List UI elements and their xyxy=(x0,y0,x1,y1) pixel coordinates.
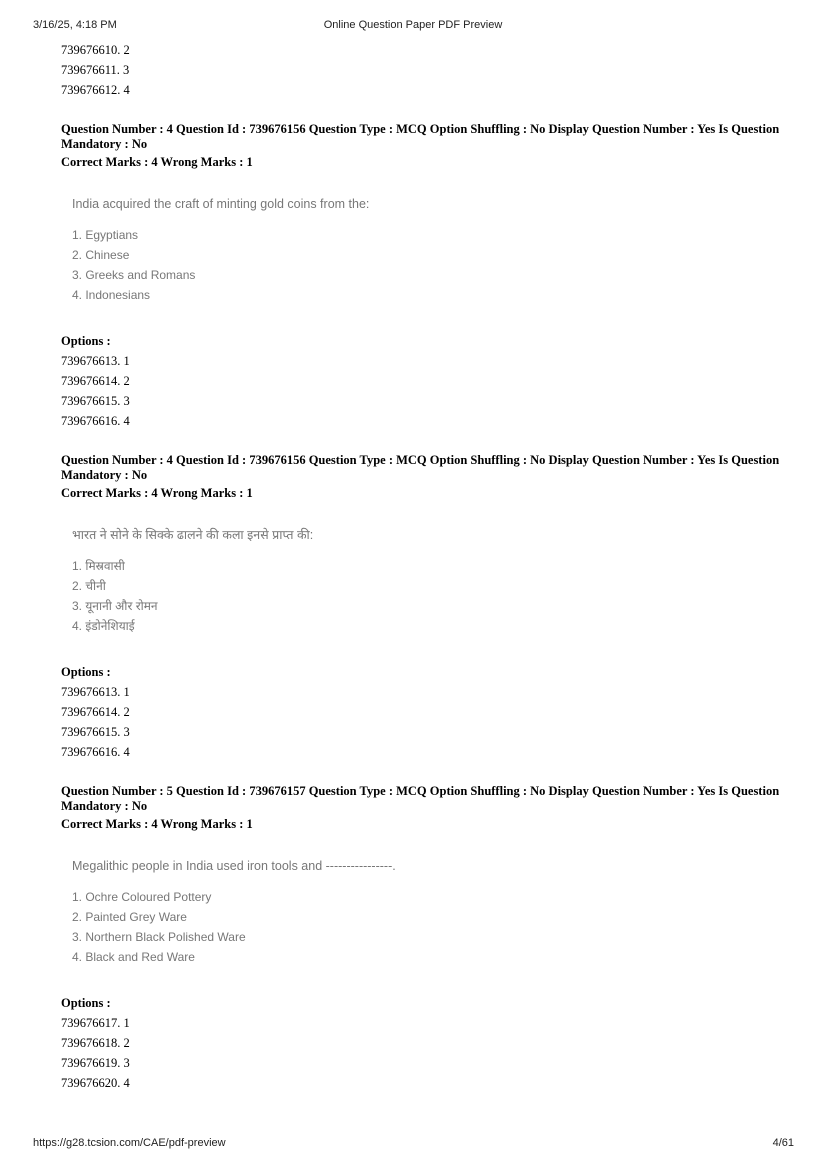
question-choice: 1. Ochre Coloured Pottery xyxy=(72,890,212,904)
top-options-list xyxy=(61,40,781,100)
question-meta: Question Number : 4 Question Id : 739676156 Question Type : MCQ Option Shuffling : No Display Question Number : Yes Is Question Mandatory : No xyxy=(61,453,780,482)
question-text: भारत ने सोने के सिक्के ढालने की कला इनसे प्राप्त की: xyxy=(72,528,314,542)
option-item: 739676612. 4 xyxy=(61,83,130,97)
question-image xyxy=(72,193,452,305)
option-item: 739676610. 2 xyxy=(61,43,130,57)
option-item: 739676615. 3 xyxy=(61,394,130,408)
question-meta: Question Number : 5 Question Id : 739676157 Question Type : MCQ Option Shuffling : No Display Question Number : Yes Is Question Mandatory : No xyxy=(61,784,780,813)
option-item: 739676616. 4 xyxy=(61,745,130,759)
question-choice: 1. मिस्रवासी xyxy=(72,559,125,573)
question-choices xyxy=(72,556,452,636)
question-choice: 3. यूनानी और रोमन xyxy=(72,599,158,613)
question-choice: 4. Indonesians xyxy=(72,288,151,302)
page-content xyxy=(61,40,781,1093)
question-text: India acquired the craft of minting gold coins from the: xyxy=(72,197,370,211)
question-marks: Correct Marks : 4 Wrong Marks : 1 xyxy=(61,486,253,500)
print-datetime: 3/16/25, 4:18 PM xyxy=(33,19,117,31)
page-title: Online Question Paper PDF Preview xyxy=(323,19,503,31)
question-image xyxy=(72,524,452,636)
option-item: 739676611. 3 xyxy=(61,63,130,77)
question-block xyxy=(61,784,781,1093)
question-choice: 1. Egyptians xyxy=(72,228,139,242)
option-item: 739676613. 1 xyxy=(61,685,130,699)
question-choice: 2. Chinese xyxy=(72,248,130,262)
question-choice: 4. Black and Red Ware xyxy=(72,950,195,964)
question-meta: Question Number : 4 Question Id : 739676156 Question Type : MCQ Option Shuffling : No Display Question Number : Yes Is Question Mandatory : No xyxy=(61,122,780,151)
question-choice: 4. इंडोनेशियाई xyxy=(72,619,135,633)
question-choice: 3. Greeks and Romans xyxy=(72,268,196,282)
options-heading: Options : xyxy=(61,996,111,1010)
option-item: 739676613. 1 xyxy=(61,354,130,368)
question-text: Megalithic people in India used iron tools and ----------------. xyxy=(72,859,396,873)
option-item: 739676620. 4 xyxy=(61,1076,130,1090)
question-marks: Correct Marks : 4 Wrong Marks : 1 xyxy=(61,817,253,831)
option-item: 739676615. 3 xyxy=(61,725,130,739)
option-item: 739676619. 3 xyxy=(61,1056,130,1070)
option-item: 739676614. 2 xyxy=(61,374,130,388)
question-choice: 3. Northern Black Polished Ware xyxy=(72,930,246,944)
options-heading: Options : xyxy=(61,665,111,679)
question-choices xyxy=(72,225,452,305)
option-item: 739676617. 1 xyxy=(61,1016,130,1030)
question-marks: Correct Marks : 4 Wrong Marks : 1 xyxy=(61,155,253,169)
page-url: https://g28.tcsion.com/CAE/pdf-preview xyxy=(33,1137,226,1149)
question-block xyxy=(61,122,781,431)
question-choice: 2. Painted Grey Ware xyxy=(72,910,187,924)
option-item: 739676618. 2 xyxy=(61,1036,130,1050)
option-item: 739676616. 4 xyxy=(61,414,130,428)
question-choices xyxy=(72,887,452,967)
page-number: 4/61 xyxy=(772,1137,794,1149)
question-block xyxy=(61,453,781,762)
question-image xyxy=(72,855,452,967)
options-heading: Options : xyxy=(61,334,111,348)
question-choice: 2. चीनी xyxy=(72,579,106,593)
option-item: 739676614. 2 xyxy=(61,705,130,719)
